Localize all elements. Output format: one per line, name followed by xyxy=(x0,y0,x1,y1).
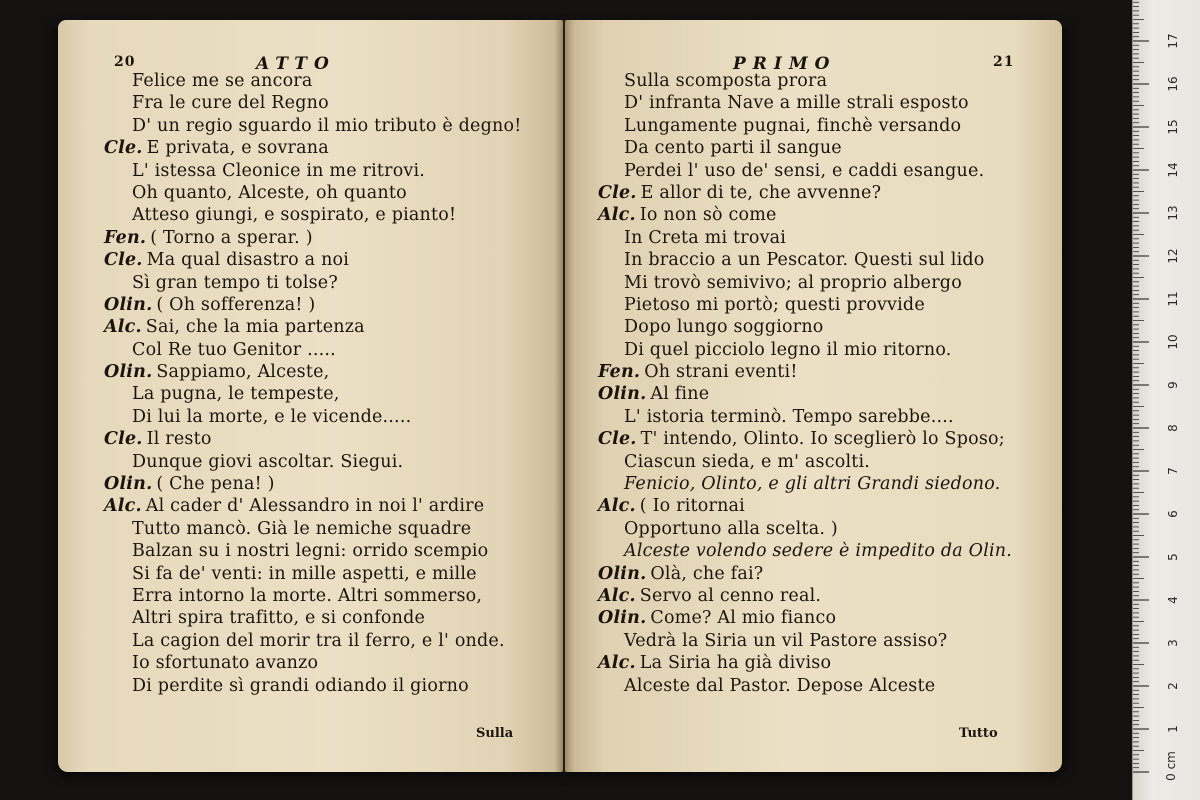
line-text: Servo al cenno real. xyxy=(639,585,822,606)
verse-line xyxy=(565,451,1062,473)
line-text: In braccio a un Pescator. Questi sul lido xyxy=(624,250,985,271)
verse-line xyxy=(565,428,1062,450)
line-text: Alceste dal Pastor. Depose Alceste xyxy=(624,675,936,696)
verse-line xyxy=(565,607,1062,629)
verse-line xyxy=(58,652,563,674)
verse-line xyxy=(58,339,563,361)
line-text: Altri spira trafitto, e si confonde xyxy=(132,608,426,629)
ruler-number: 15 xyxy=(1166,119,1180,135)
ruler-number: 2 xyxy=(1166,682,1180,690)
ruler-number: 6 xyxy=(1166,510,1180,518)
verse-line xyxy=(565,495,1062,517)
ruler-number: 8 xyxy=(1166,424,1180,432)
verse-line xyxy=(565,137,1062,159)
verse-line xyxy=(565,406,1062,428)
line-text: Erra intorno la morte. Altri sommerso, xyxy=(132,585,483,606)
line-text: Alceste volendo sedere è impedito da Olin. xyxy=(624,541,1013,562)
ruler-unit-label: 0 cm xyxy=(1164,751,1178,781)
verse-line xyxy=(58,361,563,383)
verse-line xyxy=(58,70,563,92)
speaker-label: Alc. xyxy=(104,317,142,338)
verse-line xyxy=(58,451,563,473)
speaker-label: Alc. xyxy=(104,496,142,517)
line-text: Fenicio, Olinto, e gli altri Grandi siedono. xyxy=(624,474,1001,495)
left-running-title: ATTO xyxy=(256,54,336,74)
right-text-block xyxy=(565,70,1062,697)
line-text: Oh strani eventi! xyxy=(644,362,798,383)
ruler-number: 11 xyxy=(1166,291,1180,307)
line-text: Sai, che la mia partenza xyxy=(145,317,365,338)
verse-line xyxy=(565,249,1062,271)
verse-line xyxy=(58,92,563,114)
speaker-label: Alc. xyxy=(598,496,636,517)
line-text: Mi trovò semivivo; al proprio albergo xyxy=(624,272,962,293)
line-text: Balzan su i nostri legni: orrido scempio xyxy=(132,541,489,562)
left-page xyxy=(58,20,563,772)
line-text: Io non sò come xyxy=(639,205,777,226)
verse-line xyxy=(58,137,563,159)
line-text: La pugna, le tempeste, xyxy=(132,384,340,405)
speaker-label: Cle. xyxy=(598,429,637,450)
verse-line xyxy=(58,473,563,495)
verse-line xyxy=(58,540,563,562)
line-text: Sappiamo, Alceste, xyxy=(156,362,330,383)
line-text: Lungamente pugnai, finchè versando xyxy=(624,115,962,136)
line-text: E privata, e sovrana xyxy=(146,138,329,159)
line-text: Ma qual disastro a noi xyxy=(146,250,350,271)
speaker-label: Alc. xyxy=(598,585,636,606)
verse-line xyxy=(565,182,1062,204)
line-text: Di perdite sì grandi odiando il giorno xyxy=(132,675,469,696)
speaker-label: Fen. xyxy=(598,362,641,383)
verse-line xyxy=(58,204,563,226)
line-text: Sì gran tempo ti tolse? xyxy=(132,272,338,293)
line-text: Fra le cure del Regno xyxy=(132,93,329,114)
line-text: D' infranta Nave a mille strali esposto xyxy=(624,93,969,114)
speaker-label: Alc. xyxy=(598,653,636,674)
verse-line xyxy=(565,160,1062,182)
right-page xyxy=(565,20,1062,772)
line-text: Atteso giungi, e sospirato, e pianto! xyxy=(132,205,457,226)
line-text: Col Re tuo Genitor ..... xyxy=(132,339,336,360)
line-text: L' istessa Cleonice in me ritrovi. xyxy=(132,160,426,181)
ruler-number: 5 xyxy=(1166,553,1180,561)
verse-line xyxy=(565,92,1062,114)
verse-line xyxy=(565,272,1062,294)
verse-line xyxy=(58,316,563,338)
line-text: Di lui la morte, e le vicende..... xyxy=(132,406,412,427)
line-text: Olà, che fai? xyxy=(650,563,764,584)
verse-line xyxy=(58,406,563,428)
ruler-number: 7 xyxy=(1166,467,1180,475)
verse-line xyxy=(565,518,1062,540)
line-text: ( Che pena! ) xyxy=(156,474,275,495)
measurement-ruler xyxy=(1132,0,1200,800)
verse-line xyxy=(58,630,563,652)
verse-line xyxy=(565,227,1062,249)
verse-line xyxy=(565,675,1062,697)
verse-line xyxy=(58,585,563,607)
ruler-number: 4 xyxy=(1166,596,1180,604)
speaker-label: Cle. xyxy=(598,182,637,203)
line-text: Opportuno alla scelta. ) xyxy=(624,518,838,539)
ruler-number: 3 xyxy=(1166,639,1180,647)
speaker-label: Cle. xyxy=(104,138,143,159)
book-gutter xyxy=(554,20,574,772)
right-catchword: Tutto xyxy=(959,726,998,741)
line-text: T' intendo, Olinto. Io sceglierò lo Sposo; xyxy=(640,429,1005,450)
line-text: Io sfortunato avanzo xyxy=(132,653,319,674)
line-text: La cagion del morir tra il ferro, e l' onde. xyxy=(132,630,505,651)
ruler-number: 12 xyxy=(1166,248,1180,264)
line-text: Sulla scomposta prora xyxy=(624,71,828,91)
verse-line xyxy=(58,428,563,450)
ruler-number: 16 xyxy=(1166,76,1180,92)
left-text-block xyxy=(58,70,563,697)
line-text: Come? Al mio fianco xyxy=(650,608,837,629)
left-catchword: Sulla xyxy=(476,726,514,741)
stage-direction xyxy=(565,540,1062,562)
verse-line xyxy=(58,249,563,271)
speaker-label: Olin. xyxy=(598,563,647,584)
ruler-number: 1 xyxy=(1166,725,1180,733)
verse-line xyxy=(58,383,563,405)
line-text: E allor di te, che avvenne? xyxy=(640,182,882,203)
line-text: ( Io ritornai xyxy=(639,496,745,517)
verse-line xyxy=(58,563,563,585)
verse-line xyxy=(58,607,563,629)
verse-line xyxy=(565,339,1062,361)
verse-line xyxy=(565,383,1062,405)
line-text: Felice me se ancora xyxy=(132,71,313,91)
line-text: Oh quanto, Alceste, oh quanto xyxy=(132,182,407,203)
right-running-title: PRIMO xyxy=(733,54,837,74)
line-text: Il resto xyxy=(146,429,212,450)
speaker-label: Olin. xyxy=(598,608,647,629)
speaker-label: Cle. xyxy=(104,250,143,271)
line-text: Vedrà la Siria un vil Pastore assiso? xyxy=(624,630,948,651)
verse-line xyxy=(58,227,563,249)
verse-line xyxy=(565,585,1062,607)
speaker-label: Fen. xyxy=(104,227,147,248)
speaker-label: Cle. xyxy=(104,429,143,450)
line-text: Di quel picciolo legno il mio ritorno. xyxy=(624,339,952,360)
open-book xyxy=(58,20,1062,772)
speaker-label: Olin. xyxy=(104,474,153,495)
verse-line xyxy=(58,160,563,182)
line-text: Perdei l' uso de' sensi, e caddi esangue. xyxy=(624,160,985,181)
right-page-number: 21 xyxy=(993,54,1015,70)
verse-line xyxy=(565,361,1062,383)
line-text: L' istoria terminò. Tempo sarebbe.... xyxy=(624,406,954,427)
ruler-number: 14 xyxy=(1166,162,1180,178)
line-text: ( Torno a sperar. ) xyxy=(150,227,313,248)
verse-line xyxy=(58,115,563,137)
ruler-number: 17 xyxy=(1166,33,1180,49)
line-text: Si fa de' venti: in mille aspetti, e mille xyxy=(132,563,477,584)
line-text: ( Oh sofferenza! ) xyxy=(156,294,316,315)
verse-line xyxy=(565,563,1062,585)
verse-line xyxy=(565,70,1062,92)
verse-line xyxy=(58,518,563,540)
ruler-number: 10 xyxy=(1166,334,1180,350)
verse-line xyxy=(58,294,563,316)
line-text: Da cento parti il sangue xyxy=(624,138,842,159)
speaker-label: Alc. xyxy=(598,205,636,226)
speaker-label: Olin. xyxy=(598,384,647,405)
speaker-label: Olin. xyxy=(104,362,153,383)
line-text: Al fine xyxy=(650,384,710,405)
line-text: Dopo lungo soggiorno xyxy=(624,317,824,338)
verse-line xyxy=(565,294,1062,316)
verse-line xyxy=(58,182,563,204)
verse-line xyxy=(565,316,1062,338)
line-text: Dunque giovi ascoltar. Siegui. xyxy=(132,451,404,472)
verse-line xyxy=(565,652,1062,674)
speaker-label: Olin. xyxy=(104,294,153,315)
verse-line xyxy=(565,115,1062,137)
line-text: Pietoso mi portò; questi provvide xyxy=(624,294,925,315)
verse-line xyxy=(565,630,1062,652)
verse-line xyxy=(58,272,563,294)
stage-direction xyxy=(565,473,1062,495)
line-text: Tutto mancò. Già le nemiche squadre xyxy=(132,518,472,539)
verse-line xyxy=(565,204,1062,226)
line-text: Ciascun sieda, e m' ascolti. xyxy=(624,451,871,472)
line-text: Al cader d' Alessandro in noi l' ardire xyxy=(145,496,485,517)
line-text: La Siria ha già diviso xyxy=(639,653,832,674)
ruler-number: 13 xyxy=(1166,205,1180,221)
verse-line xyxy=(58,675,563,697)
line-text: D' un regio sguardo il mio tributo è degno! xyxy=(132,115,522,136)
verse-line xyxy=(58,495,563,517)
line-text: In Creta mi trovai xyxy=(624,227,787,248)
ruler-number: 9 xyxy=(1166,381,1180,389)
left-page-number: 20 xyxy=(114,54,136,70)
